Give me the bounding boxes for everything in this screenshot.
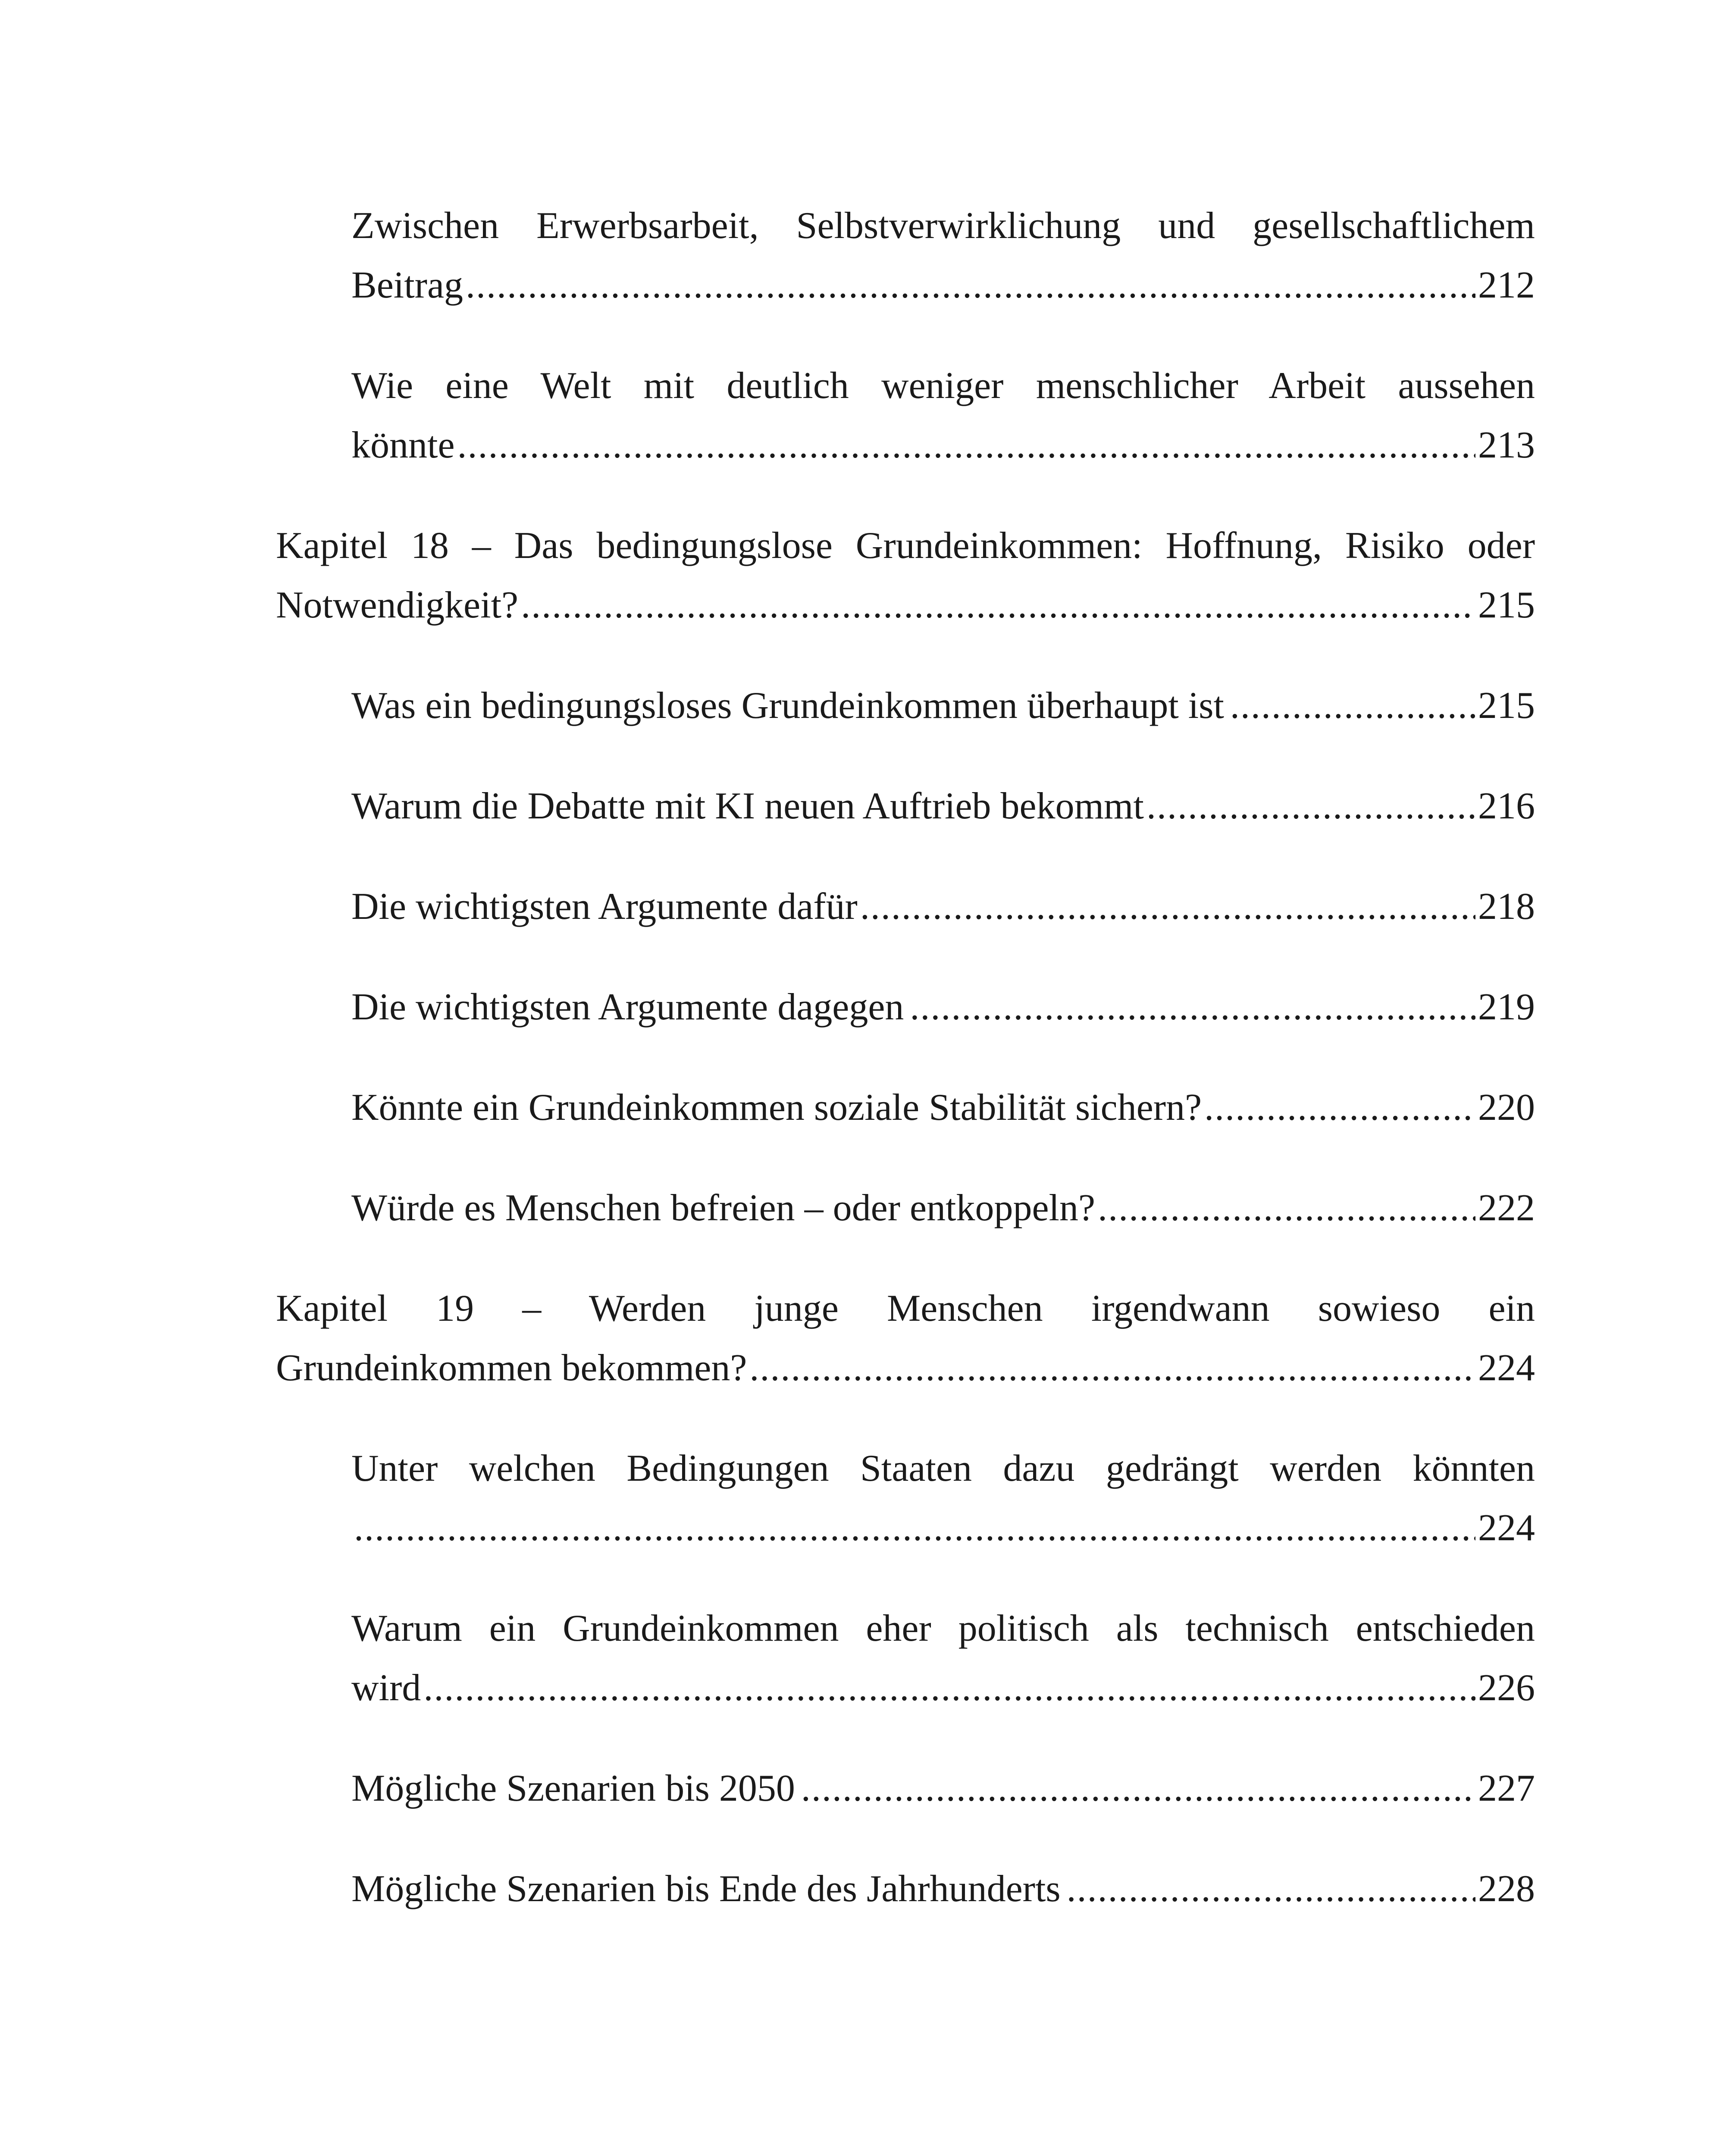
toc-entry-last-line — [351, 256, 1535, 315]
toc-entry[interactable] — [276, 676, 1535, 736]
dot-leader — [801, 1759, 1475, 1818]
toc-entry-last-line — [351, 1078, 1535, 1138]
toc-entry-last-line — [276, 576, 1535, 635]
toc-page-number: 220 — [1478, 1087, 1535, 1128]
dot-leader — [1230, 676, 1475, 736]
toc-entry-title: Mögliche Szenarien bis Ende des Jahrhunderts — [351, 1868, 1061, 1910]
dot-leader — [860, 877, 1475, 937]
toc-entry-last-line — [276, 1338, 1535, 1398]
toc-page-number: 222 — [1478, 1187, 1535, 1229]
toc-entry-title-line: Unter welchen Bedingungen Staaten dazu gedrängt werden könnten — [351, 1448, 1535, 1489]
dot-leader — [354, 1498, 1475, 1558]
toc-entry-last-line — [351, 978, 1535, 1037]
toc-entry-title: Notwendigkeit? — [276, 584, 519, 626]
toc-entry-title: Mögliche Szenarien bis 2050 — [351, 1767, 795, 1809]
toc-page-number: 213 — [1478, 424, 1535, 466]
toc-page-number: 228 — [1478, 1868, 1535, 1910]
toc-page-number: 224 — [1478, 1347, 1535, 1389]
toc-entry-last-line — [351, 416, 1535, 475]
toc-page-number: 215 — [1478, 685, 1535, 727]
toc-chapter-entry[interactable] — [276, 516, 1535, 635]
toc-entry-last-line — [351, 1759, 1535, 1818]
toc-page-number: 212 — [1478, 264, 1535, 306]
dot-leader — [1204, 1078, 1475, 1138]
toc-entry[interactable] — [276, 1178, 1535, 1238]
toc-entry-title: Die wichtigsten Argumente dafür — [351, 886, 858, 928]
toc-entry[interactable] — [276, 1599, 1535, 1718]
toc-entry-title: Die wichtigsten Argumente dagegen — [351, 986, 904, 1028]
toc-entry-title: könnte — [351, 424, 455, 466]
toc-entry-title: Grundeinkommen bekommen? — [276, 1347, 747, 1389]
toc-entry[interactable] — [276, 777, 1535, 836]
dot-leader — [910, 978, 1475, 1037]
toc-entry-last-line — [351, 877, 1535, 937]
dot-leader — [466, 256, 1475, 315]
toc-entry-title: Könnte ein Grundeinkommen soziale Stabilität sichern? — [351, 1087, 1202, 1128]
toc-entry-last-line — [351, 1498, 1535, 1558]
table-of-contents — [276, 196, 1535, 1919]
toc-entry[interactable] — [276, 1759, 1535, 1818]
toc-page-number: 216 — [1478, 785, 1535, 827]
toc-entry-title: Warum die Debatte mit KI neuen Auftrieb bekommt — [351, 785, 1144, 827]
toc-entry[interactable] — [276, 1078, 1535, 1138]
toc-entry-title-line: Kapitel 19 – Werden junge Menschen irgendwann sowieso ein — [276, 1288, 1535, 1329]
toc-page-number: 215 — [1478, 584, 1535, 626]
toc-page-number: 226 — [1478, 1667, 1535, 1709]
toc-entry-title-line: Kapitel 18 – Das bedingungslose Grundeinkommen: Hoffnung, Risiko oder — [276, 525, 1535, 567]
toc-chapter-entry[interactable] — [276, 1279, 1535, 1398]
toc-entry-title-line: Warum ein Grundeinkommen eher politisch als technisch entschieden — [351, 1608, 1535, 1649]
toc-entry-title-line: Zwischen Erwerbsarbeit, Selbstverwirklichung und gesellschaftlichem — [351, 205, 1535, 247]
toc-page-number: 224 — [1478, 1507, 1535, 1549]
toc-page-number: 227 — [1478, 1767, 1535, 1809]
dot-leader — [1098, 1178, 1475, 1238]
toc-entry[interactable] — [276, 978, 1535, 1037]
dot-leader — [749, 1338, 1475, 1398]
dot-leader — [1067, 1859, 1475, 1919]
toc-entry[interactable] — [276, 356, 1535, 475]
toc-entry[interactable] — [276, 877, 1535, 937]
toc-page-number: 219 — [1478, 986, 1535, 1028]
toc-page-number: 218 — [1478, 886, 1535, 928]
toc-entry-title-line: Wie eine Welt mit deutlich weniger menschlicher Arbeit aussehen — [351, 365, 1535, 407]
toc-entry-last-line — [351, 1658, 1535, 1718]
toc-entry-last-line — [351, 1859, 1535, 1919]
toc-entry-title: wird — [351, 1667, 421, 1709]
dot-leader — [457, 416, 1475, 475]
toc-entry-last-line — [351, 777, 1535, 836]
dot-leader — [423, 1658, 1475, 1718]
toc-entry-last-line — [351, 1178, 1535, 1238]
toc-entry-last-line — [351, 676, 1535, 736]
toc-entry[interactable] — [276, 1859, 1535, 1919]
toc-entry-title: Würde es Menschen befreien – oder entkoppeln? — [351, 1187, 1096, 1229]
dot-leader — [1146, 777, 1475, 836]
toc-entry-title: Was ein bedingungsloses Grundeinkommen überhaupt ist — [351, 685, 1224, 727]
toc-entry-title: Beitrag — [351, 264, 464, 306]
dot-leader — [521, 576, 1475, 635]
toc-entry[interactable] — [276, 1439, 1535, 1558]
toc-entry[interactable] — [276, 196, 1535, 315]
